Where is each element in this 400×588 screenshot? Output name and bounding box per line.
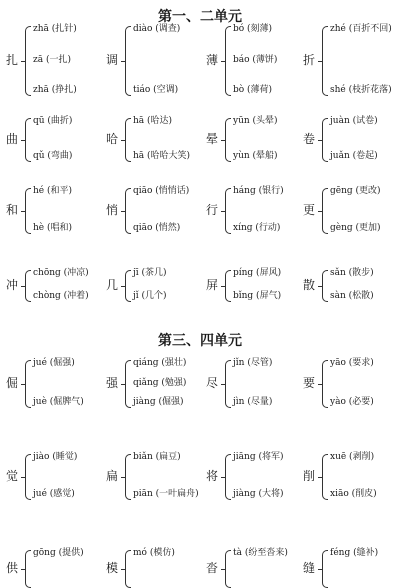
char-group: [6, 116, 103, 162]
group-character: 冲: [6, 278, 19, 292]
pinyin-entry: jiàng (倔强): [133, 397, 184, 407]
char-group: [303, 24, 400, 96]
char-group: [106, 24, 203, 96]
char-group: [303, 452, 400, 500]
char-group: [106, 358, 203, 408]
pinyin-entry: juè (倔脾气): [33, 397, 84, 407]
pinyin-entry: diào (调查): [133, 24, 181, 34]
pinyin-entry: tà (纷至沓来): [233, 548, 288, 558]
char-group: [303, 268, 400, 302]
brace-bracket: [225, 550, 231, 588]
brace-bracket: [25, 454, 31, 500]
brace-bracket: [322, 26, 328, 96]
pinyin-entry: qiǎng (勉强): [133, 377, 187, 388]
brace-bracket: [322, 188, 328, 234]
pinyin-entry: gōng (提供): [33, 548, 84, 558]
pinyin-entry: xuē (剥削): [330, 452, 375, 462]
pinyin-entry: bǐng (屏气): [233, 291, 282, 301]
group-character: 强: [106, 376, 119, 390]
brace-bracket: [125, 454, 131, 500]
group-character: 尽: [206, 376, 219, 390]
char-group: [303, 548, 400, 588]
group-character: 折: [303, 53, 316, 67]
pinyin-entry: jǐn (尽管): [233, 358, 273, 368]
pinyin-entry: mó (模仿): [133, 548, 175, 558]
brace-bracket: [225, 118, 231, 162]
brace-bracket: [322, 270, 328, 302]
group-character: 缝: [303, 561, 316, 575]
group-character: 哈: [106, 132, 119, 146]
group-character: 和: [6, 203, 19, 217]
pinyin-entry: biǎn (扁豆): [133, 452, 181, 462]
pinyin-entry: chōng (冲凉): [33, 268, 89, 278]
pinyin-entry: zā (一扎): [33, 54, 71, 65]
group-character: 行: [206, 203, 219, 217]
char-group: [206, 24, 303, 96]
pinyin-entry: báo (薄饼): [233, 54, 278, 65]
brace-bracket: [25, 550, 31, 588]
pinyin-entry: jué (倔强): [33, 358, 75, 368]
pinyin-entry: shé (枝折花落): [330, 85, 392, 95]
group-character: 调: [106, 53, 119, 67]
group-character: 供: [6, 561, 19, 575]
pinyin-entry: yào (必要): [330, 397, 374, 407]
group-character: 削: [303, 469, 316, 483]
pinyin-entry: juàn (试卷): [330, 116, 378, 126]
group-character: 曲: [6, 132, 19, 146]
char-group: [206, 116, 303, 162]
pinyin-entry: qiáng (强壮): [133, 358, 187, 368]
brace-bracket: [125, 26, 131, 96]
brace-bracket: [225, 270, 231, 302]
pinyin-entry: xíng (行动): [233, 223, 281, 233]
brace-bracket: [225, 360, 231, 408]
pinyin-entry: píng (屏风): [233, 268, 282, 278]
brace-bracket: [25, 270, 31, 302]
group-character: 卷: [303, 132, 316, 146]
group-character: 模: [106, 561, 119, 575]
char-group: [303, 186, 400, 234]
char-group: [206, 358, 303, 408]
pinyin-entry: sǎn (散步): [330, 268, 374, 278]
group-character: 屏: [206, 278, 219, 292]
char-group: [206, 452, 303, 500]
group-character: 沓: [206, 561, 219, 575]
char-group: [206, 548, 303, 588]
char-group: [6, 358, 103, 408]
pinyin-entry: bó (刻薄): [233, 24, 273, 34]
pinyin-entry: hā (哈达): [133, 116, 173, 126]
pinyin-entry: jǐ (几个): [133, 291, 167, 301]
group-character: 扎: [6, 53, 19, 67]
brace-bracket: [125, 550, 131, 588]
pinyin-entry: hè (唱和): [33, 223, 73, 233]
pinyin-entry: xiāo (削皮): [330, 489, 377, 499]
pinyin-entry: bò (薄荷): [233, 85, 273, 95]
pinyin-entry: jué (感觉): [33, 489, 75, 499]
pinyin-entry: chòng (冲着): [33, 291, 89, 301]
brace-bracket: [25, 188, 31, 234]
pinyin-entry: yùn (晕船): [233, 151, 278, 161]
pinyin-entry: qiāo (悄悄话): [133, 186, 190, 196]
pinyin-entry: juǎn (卷起): [330, 151, 378, 161]
title-unit-3-4: 第三、四单元: [158, 333, 242, 349]
pinyin-entry: qū (曲折): [33, 116, 73, 126]
brace-bracket: [25, 26, 31, 96]
pinyin-entry: zhé (百折不回): [330, 24, 392, 34]
brace-bracket: [25, 118, 31, 162]
group-character: 几: [106, 278, 119, 292]
char-group: [303, 116, 400, 162]
pinyin-entry: gēng (更改): [330, 186, 381, 196]
pinyin-entry: zhā (扎针): [33, 24, 77, 34]
pinyin-entry: gèng (更加): [330, 223, 381, 233]
pinyin-entry: yūn (头晕): [233, 116, 278, 126]
pinyin-entry: jī (茶几): [133, 268, 167, 278]
char-group: [6, 548, 103, 588]
pinyin-entry: yāo (要求): [330, 358, 374, 368]
pinyin-entry: jìn (尽量): [233, 397, 273, 407]
pinyin-entry: zhā (挣扎): [33, 85, 77, 95]
pinyin-entry: féng (缝补): [330, 548, 379, 558]
group-character: 倔: [6, 376, 19, 390]
group-character: 要: [303, 376, 316, 390]
pinyin-entry: jiàng (大将): [233, 489, 284, 499]
brace-bracket: [25, 360, 31, 408]
char-group: [6, 452, 103, 500]
brace-bracket: [125, 270, 131, 302]
brace-bracket: [125, 118, 131, 162]
pinyin-entry: piān (一叶扁舟): [133, 489, 199, 499]
brace-bracket: [225, 26, 231, 96]
char-group: [6, 186, 103, 234]
pinyin-entry: tiáo (空调): [133, 85, 179, 95]
char-group: [106, 116, 203, 162]
group-character: 悄: [106, 203, 119, 217]
pinyin-entry: jiāng (将军): [233, 452, 284, 462]
group-character: 晕: [206, 132, 219, 146]
title-unit-1-2: 第一、二单元: [158, 9, 242, 25]
brace-bracket: [322, 118, 328, 162]
char-group: [6, 268, 103, 302]
brace-bracket: [225, 454, 231, 500]
brace-bracket: [322, 360, 328, 408]
group-character: 更: [303, 203, 316, 217]
brace-bracket: [125, 360, 131, 408]
char-group: [206, 268, 303, 302]
group-character: 薄: [206, 53, 219, 67]
brace-bracket: [125, 188, 131, 234]
group-character: 将: [206, 469, 219, 483]
brace-bracket: [322, 454, 328, 500]
char-group: [106, 268, 203, 302]
brace-bracket: [322, 550, 328, 588]
group-character: 扁: [106, 469, 119, 483]
char-group: [106, 548, 203, 588]
char-group: [106, 186, 203, 234]
pinyin-entry: qiāo (悄然): [133, 223, 181, 233]
pinyin-entry: hā (哈哈大笑): [133, 151, 191, 161]
char-group: [206, 186, 303, 234]
char-group: [303, 358, 400, 408]
pinyin-entry: háng (银行): [233, 186, 284, 196]
pinyin-entry: qǔ (弯曲): [33, 151, 73, 161]
char-group: [106, 452, 203, 500]
pinyin-entry: hé (和平): [33, 186, 73, 196]
group-character: 散: [303, 278, 316, 292]
char-group: [6, 24, 103, 96]
brace-bracket: [225, 188, 231, 234]
pinyin-entry: jiào (睡觉): [33, 452, 78, 462]
pinyin-entry: sàn (松散): [330, 291, 374, 301]
group-character: 觉: [6, 469, 19, 483]
